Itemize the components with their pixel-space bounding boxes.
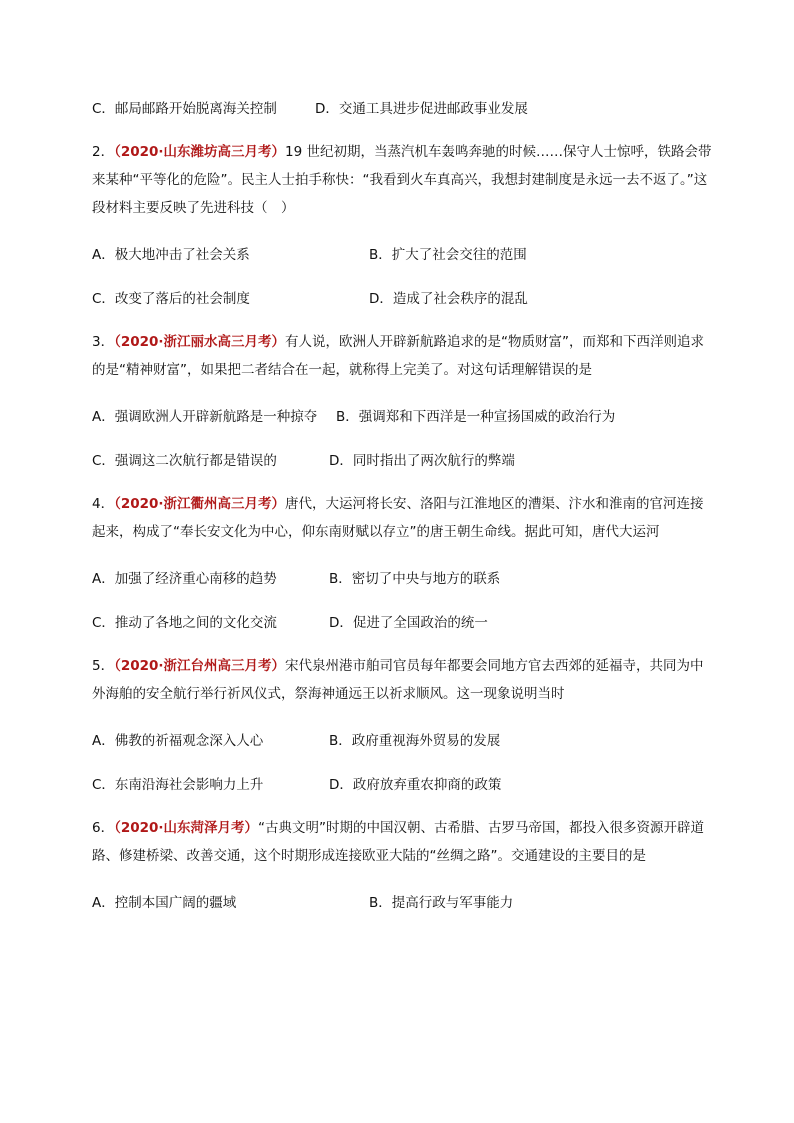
q2-source: （2020·山东潍坊高三月考） [114, 144, 286, 160]
q4-source: （2020·浙江衢州高三月考） [114, 496, 286, 512]
q4-option-c[interactable]: C．推动了各地之间的文化交流 [92, 615, 277, 631]
q5-option-b[interactable]: B．政府重视海外贸易的发展 [329, 733, 501, 749]
document-page [92, 92, 712, 914]
q1-option-c[interactable]: C．邮局邮路开始脱离海关控制 [92, 101, 277, 117]
q4-option-b[interactable]: B．密切了中央与地方的联系 [329, 571, 501, 587]
q3-option-d[interactable]: D．同时指出了两次航行的弊端 [329, 453, 515, 469]
q3-number: 3． [92, 334, 115, 350]
q6-source: （2020·山东菏泽月考） [114, 820, 259, 836]
q5-option-a[interactable]: A．佛教的祈福观念深入人心 [92, 733, 264, 749]
q4-number: 4． [92, 496, 115, 512]
q1-options-cd [92, 98, 712, 120]
q5-options-ab [92, 730, 712, 752]
q3-option-c[interactable]: C．强调这二次航行都是错误的 [92, 453, 277, 469]
q5-text: 宋代泉州港市舶司官员每年都要会同地方官去西郊的延福寺，共同为中外海舶的安全航行举行祈风仪式，祭海神通远王以祈求顺风。这一现象说明当时 [92, 658, 704, 702]
q6-number: 6． [92, 820, 115, 836]
q2-option-d[interactable]: D．造成了社会秩序的混乱 [369, 291, 528, 307]
q3-options-cd [92, 450, 712, 472]
q5-source: （2020·浙江台州高三月考） [114, 658, 286, 674]
q1-option-d[interactable]: D．交通工具进步促进邮政事业发展 [315, 101, 528, 117]
q3-options-ab [92, 406, 712, 428]
q2-number: 2． [92, 144, 115, 160]
q4-stem [92, 490, 712, 546]
q3-option-a[interactable]: A．强调欧洲人开辟新航路是一种掠夺 [92, 409, 318, 425]
q3-option-b[interactable]: B．强调郑和下西洋是一种宣扬国威的政治行为 [336, 409, 616, 425]
q2-option-b[interactable]: B．扩大了社会交往的范围 [369, 247, 527, 263]
q4-text: 唐代，大运河将长安、洛阳与江淮地区的漕渠、汴水和淮南的官河连接起来，构成了“奉长安文化为中心，仰东南财赋以存立”的唐王朝生命线。据此可知，唐代大运河 [92, 496, 704, 540]
q3-text: 有人说，欧洲人开辟新航路追求的是“物质财富”，而郑和下西洋则追求的是“精神财富”，如果把二者结合在一起，就称得上完美了。对这句话理解错误的是 [92, 334, 705, 378]
q6-option-a[interactable]: A．控制本国广阔的疆域 [92, 895, 237, 911]
q4-option-d[interactable]: D．促进了全国政治的统一 [329, 615, 488, 631]
q6-options-ab [92, 892, 712, 914]
q4-options-cd [92, 612, 712, 634]
q5-option-d[interactable]: D．政府放弃重农抑商的政策 [329, 777, 502, 793]
q6-text: “古典文明”时期的中国汉朝、古希腊、古罗马帝国，都投入很多资源开辟道路、修建桥梁、改善交通，这个时期形成连接欧亚大陆的“丝绸之路”。交通建设的主要目的是 [92, 820, 705, 864]
q2-options-ab [92, 244, 712, 266]
q5-options-cd [92, 774, 712, 796]
q5-stem [92, 652, 712, 708]
q5-number: 5． [92, 658, 115, 674]
q2-option-c[interactable]: C．改变了落后的社会制度 [92, 291, 250, 307]
q2-options-cd [92, 288, 712, 310]
q2-stem [92, 138, 712, 222]
q6-stem [92, 814, 712, 870]
q3-stem [92, 328, 712, 384]
q4-options-ab [92, 568, 712, 590]
q4-option-a[interactable]: A．加强了经济重心南移的趋势 [92, 571, 277, 587]
q5-option-c[interactable]: C．东南沿海社会影响力上升 [92, 777, 264, 793]
q2-text: 19 世纪初期，当蒸汽机车轰鸣奔驰的时候……保守人士惊呼，铁路会带来某种“平等化的危险”。民主人士拍手称快：“我看到火车真高兴，我想封建制度是永远一去不返了。”这段材料主要反映了先进科技（ ） [92, 144, 712, 216]
q3-source: （2020·浙江丽水高三月考） [114, 334, 286, 350]
q6-option-b[interactable]: B．提高行政与军事能力 [369, 895, 514, 911]
q2-option-a[interactable]: A．极大地冲击了社会关系 [92, 247, 250, 263]
